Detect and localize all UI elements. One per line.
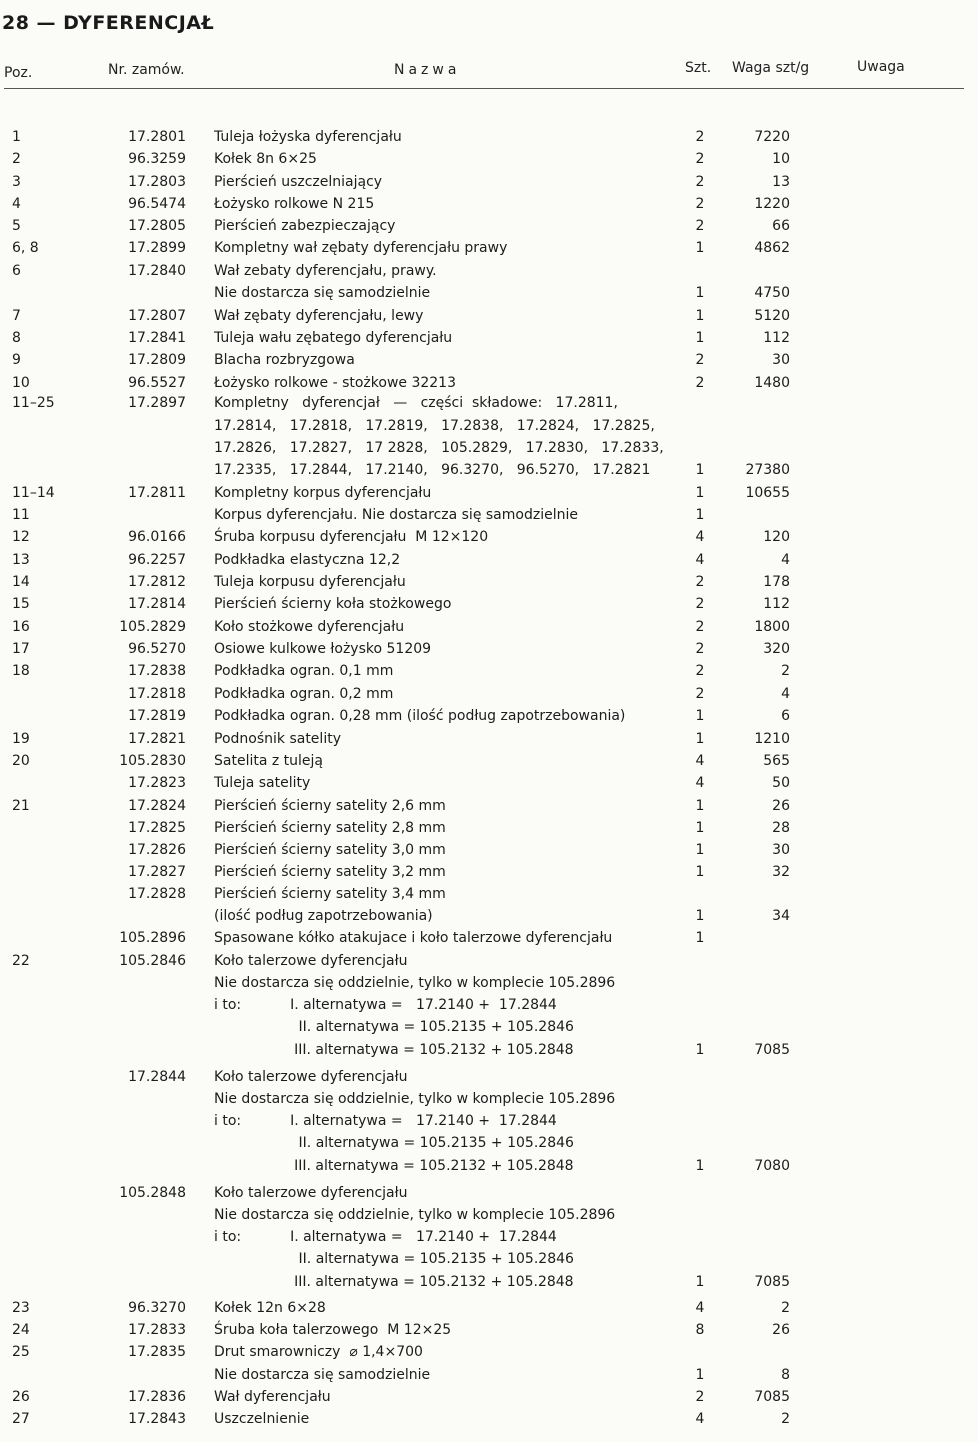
row-nr-zamow: 96.3259 [128,151,186,167]
row-waga: 1480 [754,375,790,391]
row-nazwa: Pierścień ścierny satelity 2,8 mm [214,820,446,836]
row-szt: 1 [695,462,705,478]
table-row [0,594,978,614]
table-row [0,1156,978,1176]
row-nazwa: Kompletny dyferencjał — części składowe: 17.2811, [214,395,618,411]
table-row [0,172,978,192]
row-szt: 2 [695,619,705,635]
row-nazwa: Łożysko rolkowe - stożkowe 32213 [214,375,456,391]
row-poz: 16 [12,619,30,635]
row-nazwa: 17.2335, 17.2844, 17.2140, 96.3270, 96.5270, 17.2821 [214,462,651,478]
table-row [0,840,978,860]
row-nazwa: Podkładka elastyczna 12,2 [214,552,401,568]
row-nazwa: Koło talerzowe dyferencjału [214,1185,408,1201]
row-szt: 1 [695,842,705,858]
row-nr-zamow: 105.2846 [119,953,186,969]
row-szt: 2 [695,196,705,212]
table-row [0,928,978,948]
page-title: 28 — DYFERENCJAŁ [2,12,215,34]
row-poz: 6, 8 [12,240,39,256]
table-row [0,194,978,214]
row-waga: 178 [763,574,790,590]
row-nazwa: Łożysko rolkowe N 215 [214,196,375,212]
row-szt: 2 [695,129,705,145]
table-row [0,1017,978,1037]
row-poz: 2 [12,151,21,167]
header-rule [4,88,964,89]
row-nr-zamow: 17.2811 [128,485,186,501]
row-nazwa: III. alternatywa = 105.2132 + 105.2848 [214,1042,574,1058]
row-nazwa: Uszczelnienie [214,1411,310,1427]
table-row [0,951,978,971]
row-nr-zamow: 17.2803 [128,174,186,190]
row-nazwa: Koło stożkowe dyferencjału [214,619,405,635]
table-row [0,751,978,771]
row-nazwa: Wał zebaty dyferencjału, prawy. [214,263,437,279]
row-nr-zamow: 17.2836 [128,1389,186,1405]
row-szt: 1 [695,1367,705,1383]
row-szt: 4 [695,529,705,545]
row-szt: 2 [695,596,705,612]
row-nazwa: Koło talerzowe dyferencjału [214,953,408,969]
row-waga: 4750 [754,285,790,301]
row-waga: 1800 [754,619,790,635]
row-nr-zamow: 96.5527 [128,375,186,391]
table-row [0,1320,978,1340]
header-uwaga: Uwaga [857,59,905,75]
table-row [0,1111,978,1131]
row-waga: 27380 [745,462,790,478]
row-nazwa: Pierścień uszczelniający [214,174,383,190]
row-nazwa: Kołek 8n 6×25 [214,151,317,167]
row-nazwa: Pierścień ścierny satelity 3,4 mm [214,886,446,902]
row-poz: 5 [12,218,21,234]
row-nazwa: Tuleja wału zębatego dyferencjału [214,330,453,346]
row-szt: 1 [695,507,705,523]
row-waga: 34 [772,908,790,924]
table-row [0,572,978,592]
table-row [0,1089,978,1109]
row-szt: 4 [695,552,705,568]
row-poz: 20 [12,753,30,769]
row-nr-zamow: 17.2807 [128,308,186,324]
row-nazwa: Kompletny wał zębaty dyferencjału prawy [214,240,508,256]
table-row [0,639,978,659]
row-poz: 10 [12,375,30,391]
row-nazwa: Kompletny korpus dyferencjału [214,485,432,501]
row-nazwa: Podkładka ogran. 0,28 mm (ilość podług zapotrzebowania) [214,708,626,724]
row-szt: 1 [695,285,705,301]
row-waga: 10655 [745,485,790,501]
row-szt: 1 [695,798,705,814]
row-nazwa: Koło talerzowe dyferencjału [214,1069,408,1085]
row-nazwa: Blacha rozbryzgowa [214,352,355,368]
row-nazwa: II. alternatywa = 105.2135 + 105.2846 [214,1019,574,1035]
table-row [0,684,978,704]
table-row [0,283,978,303]
row-nr-zamow: 17.2840 [128,263,186,279]
row-waga: 7220 [754,129,790,145]
row-nazwa: III. alternatywa = 105.2132 + 105.2848 [214,1274,574,1290]
row-nazwa: Pierścień zabezpieczający [214,218,396,234]
table-row [0,1249,978,1269]
row-poz: 18 [12,663,30,679]
row-szt: 1 [695,864,705,880]
row-poz: 24 [12,1322,30,1338]
row-nr-zamow: 17.2828 [128,886,186,902]
row-szt: 2 [695,663,705,679]
row-nazwa: Wał zębaty dyferencjału, lewy [214,308,424,324]
row-waga: 112 [763,330,790,346]
row-nazwa: Korpus dyferencjału. Nie dostarcza się samodzielnie [214,507,578,523]
row-waga: 28 [772,820,790,836]
row-nr-zamow: 17.2825 [128,820,186,836]
row-poz: 17 [12,641,30,657]
table-row [0,1183,978,1203]
row-waga: 2 [781,1411,790,1427]
row-nazwa: 17.2826, 17.2827, 17 2828, 105.2829, 17.2830, 17.2833, [214,440,664,456]
row-nr-zamow: 105.2896 [119,930,186,946]
row-nazwa: 17.2814, 17.2818, 17.2819, 17.2838, 17.2824, 17.2825, [214,418,655,434]
row-nazwa: Pierścień ścierny satelity 3,2 mm [214,864,446,880]
row-poz: 22 [12,953,30,969]
row-nr-zamow: 17.2818 [128,686,186,702]
row-nazwa: Nie dostarcza się samodzielnie [214,285,431,301]
row-waga: 112 [763,596,790,612]
row-nr-zamow: 17.2823 [128,775,186,791]
row-poz: 26 [12,1389,30,1405]
row-nazwa: Nie dostarcza się oddzielnie, tylko w komplecie 105.2896 [214,975,616,991]
table-row [0,617,978,637]
table-row [0,1387,978,1407]
table-row [0,973,978,993]
row-szt: 2 [695,218,705,234]
row-nr-zamow: 105.2848 [119,1185,186,1201]
row-waga: 26 [772,798,790,814]
row-nazwa: Tuleja łożyska dyferencjału [214,129,402,145]
row-waga: 2 [781,663,790,679]
row-waga: 4 [781,686,790,702]
table-row [0,1040,978,1060]
row-szt: 1 [695,1042,705,1058]
row-nazwa: i to: I. alternatywa = 17.2140 + 17.2844 [214,1113,557,1129]
table-row [0,1272,978,1292]
row-szt: 1 [695,240,705,256]
row-waga: 13 [772,174,790,190]
table-row [0,261,978,281]
row-nr-zamow: 17.2844 [128,1069,186,1085]
table-row [0,216,978,236]
row-poz: 8 [12,330,21,346]
table-row [0,1342,978,1362]
table-row [0,505,978,525]
row-nazwa: Spasowane kółko atakujace i koło talerzowe dyferencjału [214,930,613,946]
row-szt: 1 [695,820,705,836]
row-poz: 12 [12,529,30,545]
row-szt: 1 [695,708,705,724]
row-waga: 66 [772,218,790,234]
row-waga: 2 [781,1300,790,1316]
table-row [0,995,978,1015]
table-row [0,306,978,326]
table-row [0,706,978,726]
row-szt: 2 [695,686,705,702]
row-waga: 1210 [754,731,790,747]
row-szt: 1 [695,485,705,501]
table-row [0,460,978,480]
row-szt: 4 [695,1300,705,1316]
row-szt: 1 [695,308,705,324]
row-nr-zamow: 17.2843 [128,1411,186,1427]
table-row [0,729,978,749]
row-szt: 4 [695,775,705,791]
row-nr-zamow: 17.2812 [128,574,186,590]
table-row [0,416,978,436]
row-szt: 4 [695,753,705,769]
row-nr-zamow: 96.3270 [128,1300,186,1316]
row-poz: 7 [12,308,21,324]
row-poz: 1 [12,129,21,145]
row-nazwa: Podnośnik satelity [214,731,341,747]
row-szt: 1 [695,330,705,346]
row-waga: 1220 [754,196,790,212]
row-nr-zamow: 17.2814 [128,596,186,612]
table-row [0,127,978,147]
row-poz: 4 [12,196,21,212]
row-waga: 4 [781,552,790,568]
table-row [0,1227,978,1247]
row-nr-zamow: 17.2821 [128,731,186,747]
header-waga: Waga szt/g [732,60,810,76]
row-poz: 3 [12,174,21,190]
table-row [0,550,978,570]
row-szt: 2 [695,375,705,391]
table-row [0,1365,978,1385]
row-waga: 10 [772,151,790,167]
table-row [0,149,978,169]
table-row [0,350,978,370]
row-szt: 2 [695,1389,705,1405]
header-nr-zamow: Nr. zamów. [108,62,185,78]
row-szt: 1 [695,1158,705,1174]
row-nazwa: Nie dostarcza się oddzielnie, tylko w komplecie 105.2896 [214,1207,616,1223]
row-nazwa: i to: I. alternatywa = 17.2140 + 17.2844 [214,997,557,1013]
row-nazwa: Osiowe kulkowe łożysko 51209 [214,641,432,657]
row-nr-zamow: 96.5270 [128,641,186,657]
row-nr-zamow: 96.5474 [128,196,186,212]
row-szt: 8 [695,1322,705,1338]
row-poz: 6 [12,263,21,279]
row-poz: 9 [12,352,21,368]
row-szt: 1 [695,731,705,747]
row-nr-zamow: 96.2257 [128,552,186,568]
row-nr-zamow: 17.2801 [128,129,186,145]
table-row [0,862,978,882]
table-row [0,1133,978,1153]
row-poz: 19 [12,731,30,747]
table-row [0,393,978,413]
table-row [0,818,978,838]
row-nr-zamow: 17.2824 [128,798,186,814]
table-row [0,328,978,348]
row-nr-zamow: 17.2827 [128,864,186,880]
row-nr-zamow: 17.2833 [128,1322,186,1338]
row-waga: 320 [763,641,790,657]
row-nazwa: Nie dostarcza się samodzielnie [214,1367,431,1383]
row-waga: 30 [772,352,790,368]
row-waga: 565 [763,753,790,769]
row-szt: 1 [695,908,705,924]
row-nazwa: Nie dostarcza się oddzielnie, tylko w komplecie 105.2896 [214,1091,616,1107]
row-poz: 27 [12,1411,30,1427]
table-row [0,773,978,793]
table-row [0,373,978,393]
row-nazwa: II. alternatywa = 105.2135 + 105.2846 [214,1251,574,1267]
row-nr-zamow: 17.2835 [128,1344,186,1360]
row-waga: 7085 [754,1274,790,1290]
row-poz: 25 [12,1344,30,1360]
row-nazwa: Satelita z tuleją [214,753,323,769]
row-waga: 4862 [754,240,790,256]
row-poz: 23 [12,1300,30,1316]
row-szt: 2 [695,174,705,190]
table-row [0,1067,978,1087]
table-row [0,1298,978,1318]
row-nazwa: Pierścień ścierny koła stożkowego [214,596,452,612]
row-poz: 15 [12,596,30,612]
row-nazwa: Kołek 12n 6×28 [214,1300,326,1316]
table-row [0,1205,978,1225]
row-poz: 14 [12,574,30,590]
table-row [0,796,978,816]
row-poz: 11–14 [12,485,55,501]
row-nazwa: (ilość podług zapotrzebowania) [214,908,433,924]
row-nr-zamow: 17.2899 [128,240,186,256]
table-row [0,884,978,904]
row-nazwa: Pierścień ścierny satelity 3,0 mm [214,842,446,858]
table-row [0,527,978,547]
row-nazwa: i to: I. alternatywa = 17.2140 + 17.2844 [214,1229,557,1245]
row-waga: 8 [781,1367,790,1383]
row-waga: 7085 [754,1042,790,1058]
row-nazwa: Śruba korpusu dyferencjału M 12×120 [214,529,489,545]
row-waga: 32 [772,864,790,880]
row-nr-zamow: 17.2805 [128,218,186,234]
row-szt: 2 [695,151,705,167]
table-row [0,661,978,681]
row-nr-zamow: 17.2897 [128,395,186,411]
row-waga: 26 [772,1322,790,1338]
row-szt: 1 [695,930,705,946]
row-nazwa: Podkładka ogran. 0,1 mm [214,663,394,679]
row-nr-zamow: 17.2819 [128,708,186,724]
row-nr-zamow: 17.2826 [128,842,186,858]
row-waga: 7085 [754,1389,790,1405]
row-nazwa: Podkładka ogran. 0,2 mm [214,686,394,702]
row-szt: 1 [695,1274,705,1290]
table-row [0,906,978,926]
row-nr-zamow: 17.2809 [128,352,186,368]
row-poz: 13 [12,552,30,568]
row-waga: 120 [763,529,790,545]
header-szt: Szt. [685,60,712,76]
row-nr-zamow: 17.2841 [128,330,186,346]
row-nazwa: Śruba koła talerzowego M 12×25 [214,1322,452,1338]
row-nr-zamow: 105.2830 [119,753,186,769]
row-nr-zamow: 105.2829 [119,619,186,635]
row-szt: 2 [695,641,705,657]
row-waga: 30 [772,842,790,858]
row-nazwa: III. alternatywa = 105.2132 + 105.2848 [214,1158,574,1174]
row-nazwa: II. alternatywa = 105.2135 + 105.2846 [214,1135,574,1151]
row-szt: 2 [695,574,705,590]
row-nr-zamow: 96.0166 [128,529,186,545]
row-waga: 7080 [754,1158,790,1174]
table-row [0,1409,978,1429]
row-poz: 11–25 [12,395,55,411]
row-nazwa: Drut smarowniczy ⌀ 1,4×700 [214,1344,423,1360]
row-szt: 4 [695,1411,705,1427]
row-poz: 21 [12,798,30,814]
header-nazwa: Nazwa [394,62,461,78]
row-nazwa: Pierścień ścierny satelity 2,6 mm [214,798,446,814]
row-nazwa: Tuleja korpusu dyferencjału [214,574,406,590]
table-row [0,238,978,258]
table-row [0,483,978,503]
row-nr-zamow: 17.2838 [128,663,186,679]
row-waga: 50 [772,775,790,791]
table-row [0,438,978,458]
row-poz: 11 [12,507,30,523]
row-nazwa: Tuleja satelity [214,775,311,791]
header-poz: Poz. [4,65,33,81]
row-nazwa: Wał dyferencjału [214,1389,331,1405]
row-szt: 2 [695,352,705,368]
row-waga: 6 [781,708,790,724]
row-waga: 5120 [754,308,790,324]
